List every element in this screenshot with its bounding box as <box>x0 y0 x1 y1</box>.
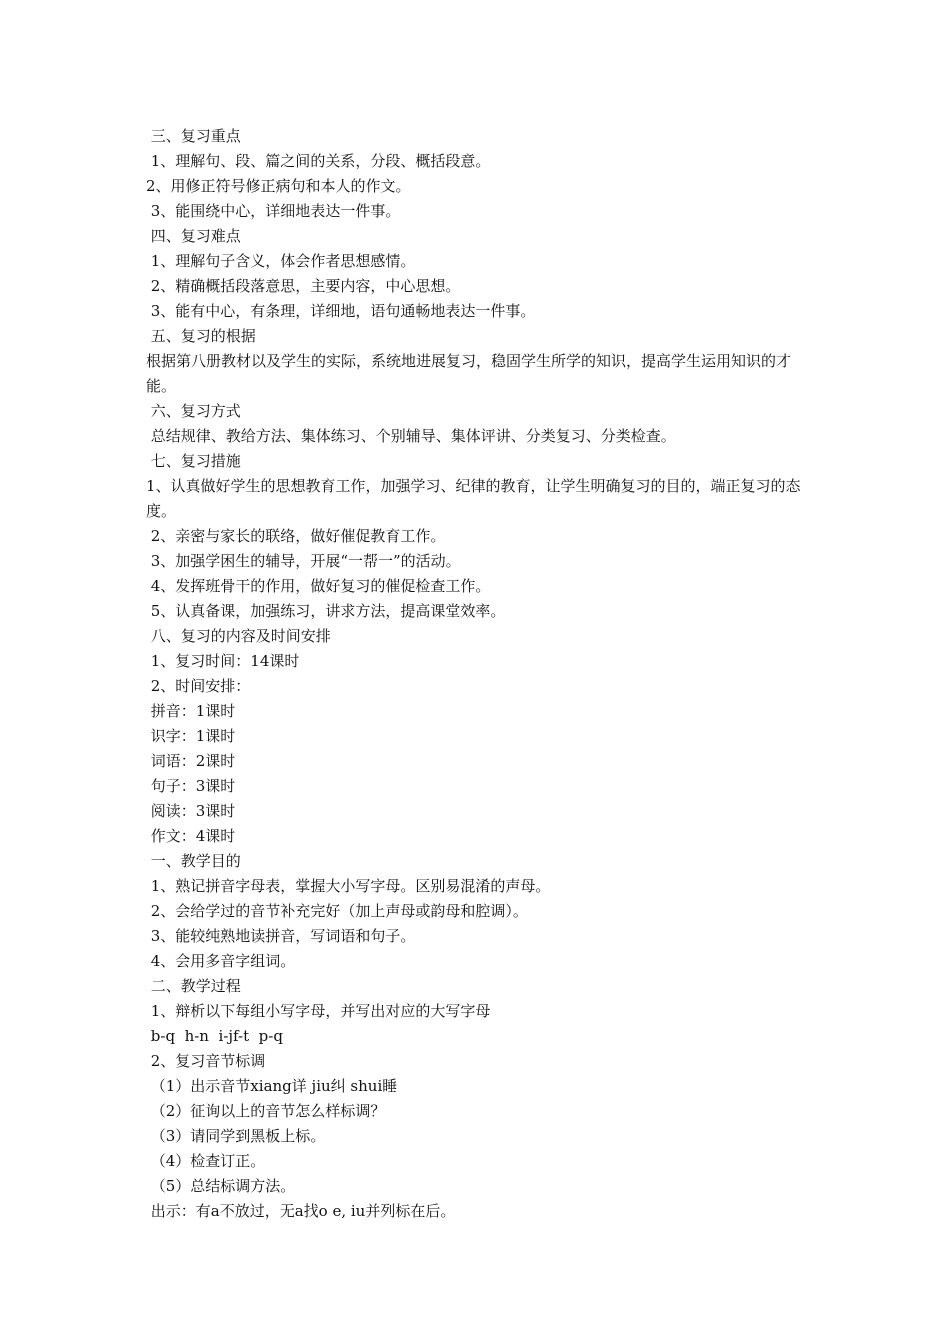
paragraph: 2、复习音节标调 <box>146 1052 266 1070</box>
schedule-item: 识字：1课时 <box>146 727 236 745</box>
paragraph: （1）出示音节xiang详 jiu纠 shui睡 <box>146 1077 398 1095</box>
heading-review-difficulty: 四、复习难点 <box>146 227 241 245</box>
paragraph: 1、理解句、段、篇之间的关系，分段、概括段意。 <box>146 152 491 170</box>
heading-review-schedule: 八、复习的内容及时间安排 <box>146 627 331 645</box>
paragraph: 1、熟记拼音字母表，掌握大小写字母。区别易混淆的声母。 <box>146 877 551 895</box>
paragraph: 2、精确概括段落意思，主要内容，中心思想。 <box>146 277 461 295</box>
schedule-item: 阅读：3课时 <box>146 802 236 820</box>
paragraph: 3、能有中心，有条理，详细地，语句通畅地表达一件事。 <box>146 302 536 320</box>
paragraph: 出示：有a不放过，无a找o e, iu并列标在后。 <box>146 1202 456 1220</box>
heading-teaching-process: 二、教学过程 <box>146 977 241 995</box>
paragraph: 2、亲密与家长的联络，做好催促教育工作。 <box>146 527 446 545</box>
heading-review-focus: 三、复习重点 <box>146 127 241 145</box>
paragraph: （2）征询以上的音节怎么样标调？ <box>146 1102 386 1120</box>
paragraph: 1、复习时间：14课时 <box>146 652 300 670</box>
schedule-item: 拼音：1课时 <box>146 702 236 720</box>
schedule-item: 词语：2课时 <box>146 752 236 770</box>
schedule-item: 作文：4课时 <box>146 827 236 845</box>
paragraph: （5）总结标调方法。 <box>146 1177 296 1195</box>
paragraph: 1、辩析以下每组小写字母，并写出对应的大写字母 <box>146 1002 491 1020</box>
paragraph: 3、能较纯熟地读拼音，写词语和句子。 <box>146 927 416 945</box>
paragraph: 4、会用多音字组词。 <box>146 952 296 970</box>
paragraph: 3、加强学困生的辅导，开展“一帮一”的活动。 <box>146 552 461 570</box>
paragraph: 4、发挥班骨干的作用，做好复习的催促检查工作。 <box>146 577 491 595</box>
paragraph: 2、会给学过的音节补充完好（加上声母或韵母和腔调）。 <box>146 902 528 920</box>
heading-review-method: 六、复习方式 <box>146 402 241 420</box>
heading-teaching-goals: 一、教学目的 <box>146 852 241 870</box>
paragraph: 1、认真做好学生的思想教育工作，加强学习、纪律的教育，让学生明确复习的目的，端正复习的态度。 <box>146 477 801 520</box>
paragraph: （4）检查订正。 <box>146 1152 266 1170</box>
paragraph: 1、理解句子含义，体会作者思想感情。 <box>146 252 416 270</box>
heading-review-measures: 七、复习措施 <box>146 452 241 470</box>
paragraph: 根据第八册教材以及学生的实际，系统地进展复习，稳固学生所学的知识，提高学生运用知识的才能。 <box>146 352 792 395</box>
paragraph: b-q h-n i-jf-t p-q <box>146 1027 283 1045</box>
paragraph: 总结规律、教给方法、集体练习、个别辅导、集体评讲、分类复习、分类检查。 <box>146 427 676 445</box>
paragraph: 3、能围绕中心，详细地表达一件事。 <box>146 202 401 220</box>
schedule-item: 句子：3课时 <box>146 777 236 795</box>
paragraph: （3）请同学到黑板上标。 <box>146 1127 326 1145</box>
heading-review-basis: 五、复习的根据 <box>146 327 256 345</box>
paragraph: 2、时间安排： <box>146 677 251 695</box>
paragraph: 5、认真备课，加强练习，讲求方法，提高课堂效率。 <box>146 602 506 620</box>
paragraph: 2、用修正符号修正病句和本人的作文。 <box>146 177 411 195</box>
document-body <box>146 124 811 1224</box>
